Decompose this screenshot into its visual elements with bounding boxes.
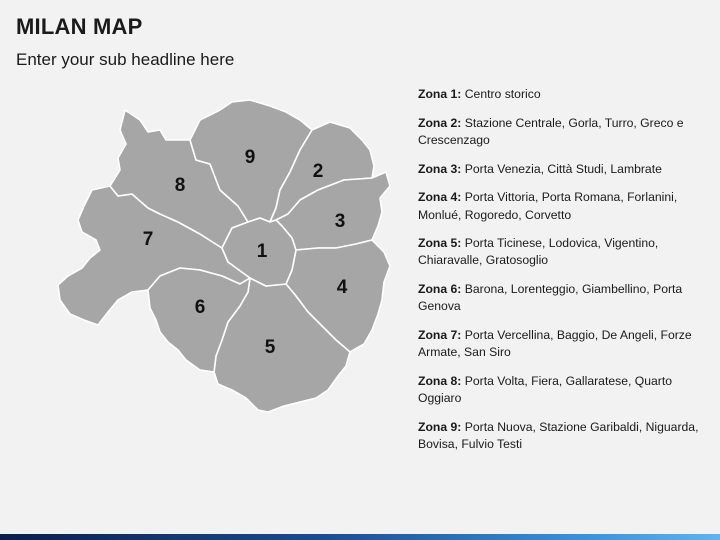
zone-6-label: 6	[194, 297, 206, 319]
legend-item-zona-4	[418, 189, 708, 223]
page-subtitle: Enter your sub headline here	[16, 50, 235, 69]
legend-text: Porta Ticinese, Lodovica, Vigentino, Chiaravalle, Gratosoglio	[418, 236, 659, 268]
legend-key: Zona 1:	[418, 87, 462, 101]
legend-text: Porta Nuova, Stazione Garibaldi, Niguarda, Bovisa, Fulvio Testi	[418, 419, 699, 452]
legend-item-zona-7	[418, 327, 708, 361]
milan-map-svg	[50, 95, 400, 435]
zone-7-label: 7	[142, 229, 154, 251]
legend-key: Zona 3:	[418, 161, 462, 176]
legend-item-zona-3	[418, 161, 708, 178]
page-title: MILAN MAP	[16, 14, 143, 39]
zone-9-label: 9	[244, 147, 256, 169]
legend-key: Zona 2:	[418, 115, 462, 130]
legend-key: Zona 4:	[418, 190, 462, 205]
zone-legend	[418, 86, 708, 465]
legend-text: Barona, Lorenteggio, Giambellino, Porta Genova	[418, 282, 683, 314]
legend-key: Zona 6:	[418, 282, 462, 297]
legend-key: Zona 8:	[418, 373, 462, 388]
legend-text: Porta Vercellina, Baggio, De Angeli, Forze Armate, San Siro	[418, 328, 692, 360]
legend-text: Porta Vittoria, Porta Romana, Forlanini, Monlué, Rogoredo, Corvetto	[418, 190, 678, 222]
legend-key: Zona 9:	[418, 419, 462, 434]
zone-8-label: 8	[174, 175, 186, 197]
legend-item-zona-1	[418, 86, 708, 103]
legend-text: Porta Volta, Fiera, Gallaratese, Quarto Oggiaro	[418, 373, 673, 406]
zone-5-label: 5	[264, 337, 276, 359]
legend-item-zona-9	[418, 419, 708, 453]
legend-key: Zona 5:	[418, 236, 462, 251]
zone-1-label: 1	[256, 241, 268, 263]
milan-map	[50, 95, 400, 435]
legend-item-zona-8	[418, 373, 708, 407]
legend-item-zona-5	[418, 235, 708, 269]
legend-key: Zona 7:	[418, 328, 462, 343]
zone-4-label: 4	[336, 277, 348, 299]
zone-2-label: 2	[312, 161, 324, 183]
legend-text: Centro storico	[464, 87, 541, 101]
legend-item-zona-6	[418, 281, 708, 315]
zone-3-label: 3	[334, 211, 346, 233]
legend-text: Porta Venezia, Città Studi, Lambrate	[464, 161, 662, 176]
legend-item-zona-2	[418, 115, 708, 149]
legend-text: Stazione Centrale, Gorla, Turro, Greco e Crescenzago	[418, 115, 684, 147]
bottom-accent-bar	[0, 534, 720, 540]
